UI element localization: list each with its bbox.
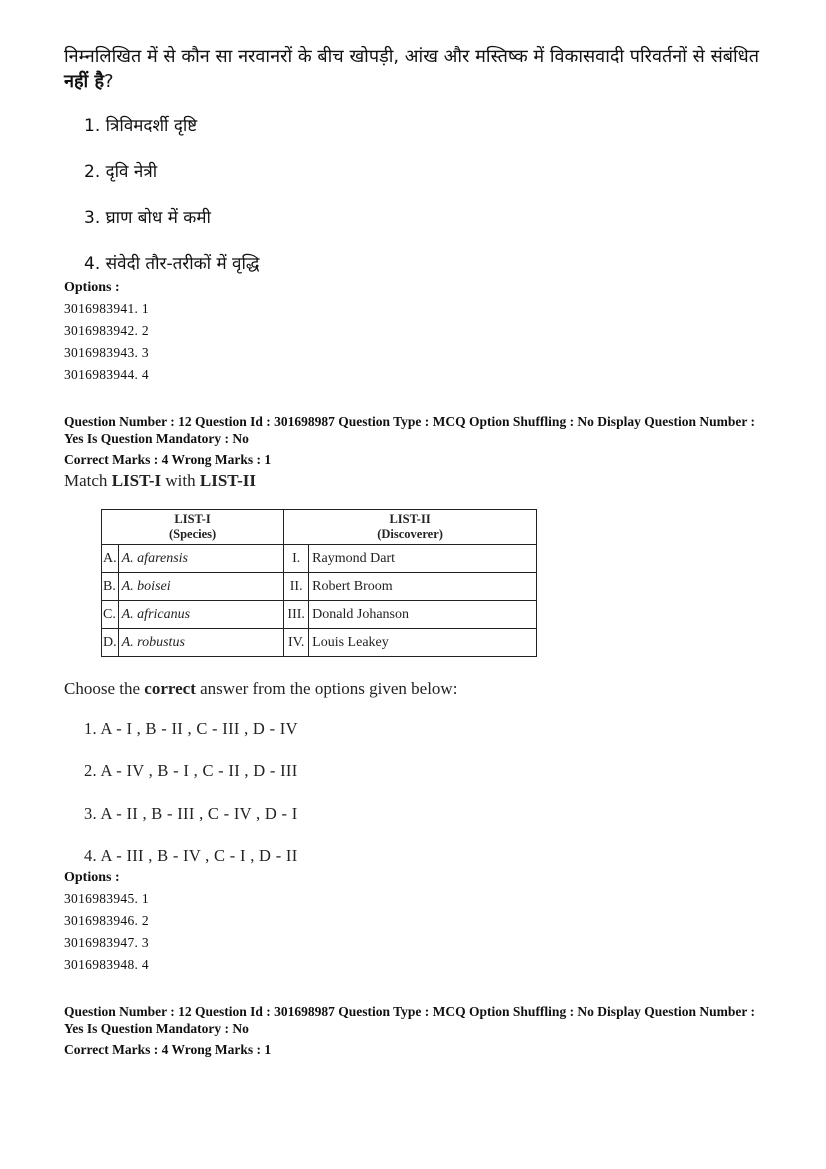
q12-answer-4: 4. A - III , B - IV , C - I , D - II (84, 846, 298, 865)
q12-option-2: 3016983946. 2 (64, 913, 149, 928)
list1-header: LIST-I (Species) (102, 510, 284, 545)
row-letter: B. (102, 573, 119, 601)
q12-answer-1: 1. A - I , B - II , C - III , D - IV (84, 719, 298, 738)
species-cell: A. afarensis (118, 545, 284, 573)
table-row (102, 545, 537, 573)
discoverer-cell: Robert Broom (309, 573, 537, 601)
q11-option-1: 3016983941. 1 (64, 301, 149, 316)
q12-options-label: Options : (64, 870, 120, 885)
species-cell: A. africanus (118, 601, 284, 629)
roman-cell: III. (284, 601, 309, 629)
q11-choice-1: 1. त्रिविमदर्शी दृष्टि (84, 116, 198, 136)
q12-marks: Correct Marks : 4 Wrong Marks : 1 (64, 452, 272, 467)
q11-option-3: 3016983943. 3 (64, 345, 149, 360)
question-11-text: निम्नलिखित में से कौन सा नरवानरों के बीच खोपड़ी, आंख और मस्तिष्क में विकासवादी परिवर्तनों से संबंधित नहीं है? (64, 46, 760, 92)
q12-option-4: 3016983948. 4 (64, 957, 149, 972)
table-row (102, 573, 537, 601)
q12-answer-2: 2. A - IV , B - I , C - II , D - III (84, 761, 298, 780)
footer-meta: Question Number : 12 Question Id : 301698987 Question Type : MCQ Option Shuffling : No Display Question Number : Yes Is Question Mandatory : No (64, 1004, 755, 1036)
discoverer-cell: Donald Johanson (309, 601, 537, 629)
q12-option-3: 3016983947. 3 (64, 935, 149, 950)
q12-choose-text: Choose the correct answer from the options given below: (64, 679, 458, 698)
row-letter: C. (102, 601, 119, 629)
list2-header: LIST-II (Discoverer) (284, 510, 537, 545)
q11-option-4: 3016983944. 4 (64, 367, 149, 382)
q12-meta: Question Number : 12 Question Id : 301698987 Question Type : MCQ Option Shuffling : No Display Question Number : Yes Is Question Mandatory : No (64, 414, 755, 446)
footer-marks: Correct Marks : 4 Wrong Marks : 1 (64, 1042, 272, 1057)
discoverer-cell: Raymond Dart (309, 545, 537, 573)
q12-stem: Match LIST-I with LIST-II (64, 471, 256, 490)
roman-cell: II. (284, 573, 309, 601)
row-letter: A. (102, 545, 119, 573)
roman-cell: IV. (284, 629, 309, 657)
table-row (102, 629, 537, 657)
species-cell: A. boisei (118, 573, 284, 601)
discoverer-cell: Louis Leakey (309, 629, 537, 657)
q11-choice-3: 3. घ्राण बोध में कमी (84, 208, 211, 228)
q12-option-1: 3016983945. 1 (64, 891, 149, 906)
q12-answer-3: 3. A - II , B - III , C - IV , D - I (84, 804, 298, 823)
q11-choice-2: 2. दृवि नेत्री (84, 162, 158, 182)
q11-option-2: 3016983942. 2 (64, 323, 149, 338)
match-table-header (102, 510, 537, 545)
q11-choice-4: 4. संवेदी तौर-तरीकों में वृद्धि (84, 254, 260, 274)
match-table (101, 509, 537, 657)
roman-cell: I. (284, 545, 309, 573)
q11-options-label: Options : (64, 280, 120, 295)
row-letter: D. (102, 629, 119, 657)
table-row (102, 601, 537, 629)
species-cell: A. robustus (118, 629, 284, 657)
